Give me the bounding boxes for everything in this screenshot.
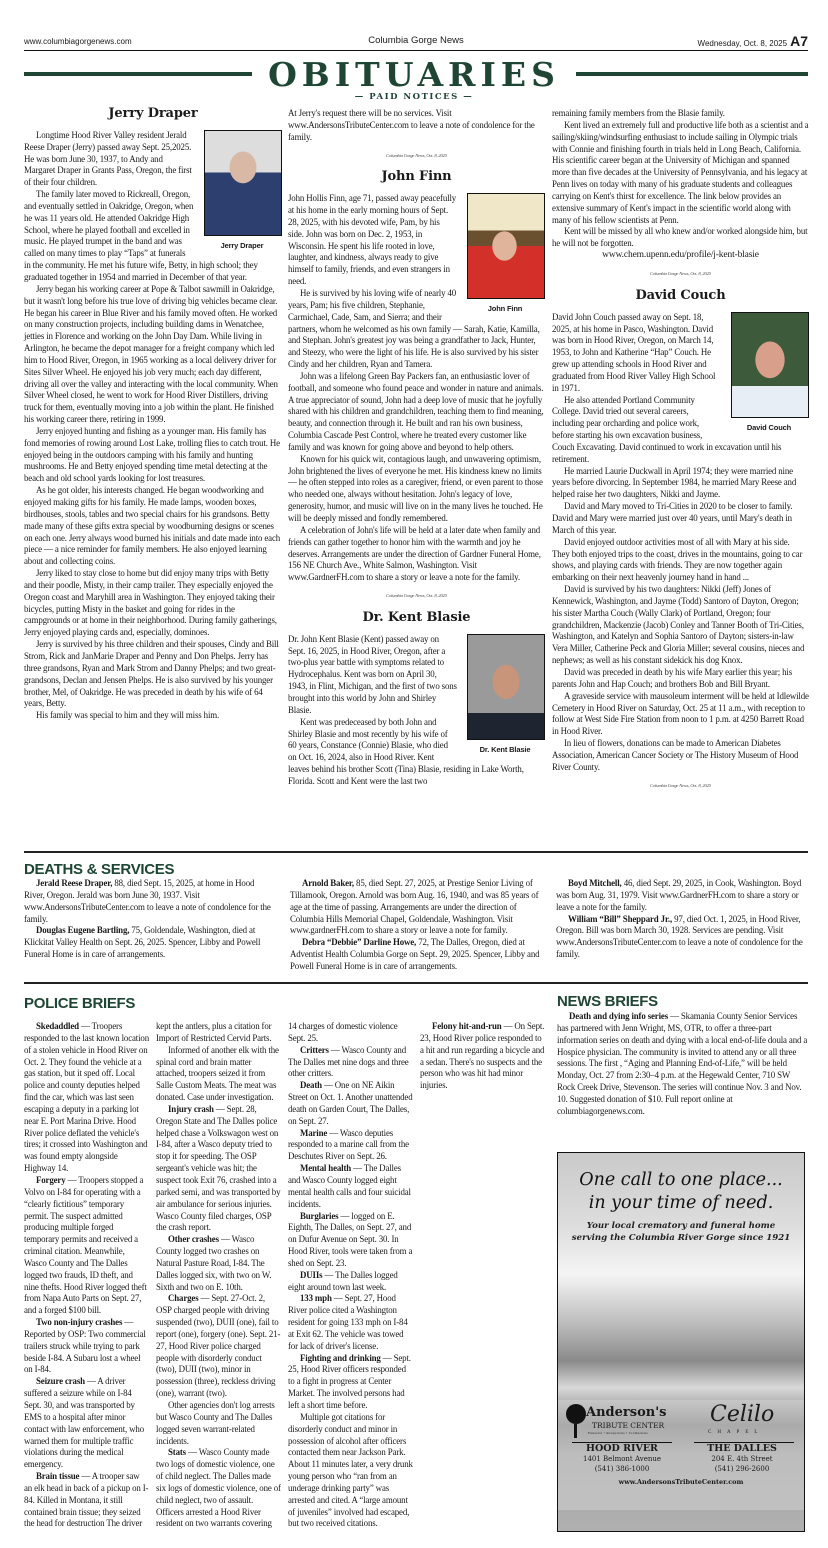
paragraph-group (288, 108, 545, 144)
brief-lead: Boyd Mitchell, (568, 878, 622, 888)
brief-item (24, 1021, 149, 1175)
brief-text: Other agencies don't log arrests but Wasco County and The Dalles logged seven warrant-related incidents. (156, 1400, 275, 1446)
page-header (24, 33, 808, 51)
obit-credit: Columbia Gorge News, Oct. 8, 2025 (386, 593, 447, 599)
paragraph: John was a lifelong Green Bay Packers fan, an enthusiastic lover of football, and someone who found peace and wonder in nature and animals. A true appreciator of sound, John had a deep love of music that he joyfully shared with his children and grandchildren, teaching them to find meaning, beauty, and connection through it. He built and ran his own business, Columbia Cascade Pest Control, where he treated every customer like family and was known for going above and beyond to help others. (288, 370, 544, 452)
paragraph: Longtime Hood River Valley resident Jerald Reese Draper (Jerry) passed away Sept. 25,2025. He was born June 30, 1937, to Andy and Margaret Draper in Grants Pass, Oregon, the first of their four children. (24, 129, 192, 188)
publication-name: Columbia Gorge News (368, 35, 464, 46)
location-phone[interactable]: (541) 386-1000 (594, 1465, 650, 1473)
obit-photo (465, 634, 545, 756)
brief-item (288, 1412, 413, 1530)
brief-text: — Sept. 28, Oregon State and The Dalles police helped chase a Volkswagon west on I-84, after a Wasco deputy tried to stop it for speeding. The OSP sergeant's vehicle was hit; the suspect took Exit 76, crashed into a parked semi, and was transported by air ambulance for serious injuries. Wasco County filed charges, OSP the crash report. (156, 1103, 281, 1233)
brief-item (156, 1400, 281, 1447)
brief-text: — The Dalles and Wasco County logged eight mental health calls and four suicidal incidents. (288, 1163, 411, 1209)
police-heading: POLICE BRIEFS (24, 995, 136, 1012)
brief-lead: Death and dying info series (569, 1011, 669, 1021)
location-the-dalles (684, 1444, 800, 1474)
brief-text: Multiple got citations for disorderly conduct and minor in possession of alcohol after officers contacted them near Jackson Park. About 11 minutes later, a very drunk young person who “ran from an underage drinking party” was arrested and cited. A “large amount of juveniles” involved had escaped, but two received citations. (288, 1411, 413, 1529)
paragraph: In lieu of flowers, donations can be made to American Diabetes Association, American Cancer Society or The History Museum of Hood River County. (552, 738, 799, 772)
tree-icon (566, 1404, 586, 1438)
brief-item (24, 1317, 149, 1376)
brief-text: — Troopers responded to the last known location of a stolen vehicle in Hood River on Oct. 2. They found the vehicle at a gas station, but it sped off. Local police and county deputies helped find the car, which was last seen escaping a deputy in a parking lot near E. Port Marina Drive. Hood River police deflated the vehicle's tires; it crossed into Washington and was found empty alongside Highway 14. (24, 1021, 149, 1174)
paragraph: David was preceded in death by his wife Mary earlier this year; his parents John and Hap Couch; and brothers Bob and Bill Bryant. (552, 666, 793, 689)
anderson-logo-sub: TRIBUTE CENTER (592, 1421, 665, 1430)
anderson-tagline: Funerals • Receptions • Cremations (588, 1431, 648, 1435)
location-city: THE DALLES (707, 1443, 777, 1454)
brief-text: — Sept. 27, Hood River police cited a Washington resident for going 133 mph on I-84 at Exit 62. The vehicle was towed for lack of driver's license. (288, 1293, 408, 1351)
ad-headline: One call to one place... (579, 1170, 783, 1190)
brief-lead: Brain tissue (36, 1471, 80, 1482)
brief-item (24, 1376, 149, 1471)
brief-lead: Jerald Reese Draper, (36, 878, 113, 888)
brief-item (290, 878, 542, 937)
news-briefs-list (557, 1011, 808, 1136)
brief-item (288, 1293, 413, 1352)
brief-item (24, 878, 276, 925)
brief-item (24, 1175, 149, 1317)
date-text: Wednesday, Oct. 8, 2025 (697, 39, 788, 48)
location-address: 204 E. 4th Street (711, 1455, 773, 1463)
section-title: OBITUARIES (268, 55, 560, 94)
brief-lead: Marine (300, 1127, 328, 1138)
celilo-logo-sub: CHAPEL (708, 1430, 764, 1435)
brief-lead: DUIIs (300, 1269, 323, 1280)
portrait-image (204, 130, 282, 236)
brief-lead: Burglaries (300, 1210, 339, 1221)
obit-column-1 (24, 108, 282, 722)
paragraph: The family later moved to Rickreall, Oregon, and eventually settled in Oakridge, Oregon, when he was 11 years old. He attended Oakridge High School, where he played football and excelled in music. He played trumpet in the band and was called on many times to play “Taps” at funerals in the community. He met his future wife, Betty, in high school; they graduated together in 1954 and married in December of that year. (24, 189, 258, 282)
brief-lead: Two non-injury crashes (36, 1317, 123, 1328)
brief-text: — Wasco County and The Dalles met nine dogs and three other critters. (288, 1044, 409, 1079)
deaths-heading: DEATHS & SERVICES (24, 861, 175, 878)
brief-text: — A driver suffered a seizure while on I-84 Sept. 30, and was transported by EMS to a hospital after minor contact with law enforcement, who warned them for multiple traffic violations during the medical emergency. (24, 1376, 144, 1470)
brief-lead: William “Bill” Sheppard Jr., (568, 913, 673, 924)
brief-item (156, 1104, 281, 1234)
profile-link[interactable]: www.chem.upenn.edu/profile/j-kent-blasie (602, 250, 759, 261)
obit-name: Dr. Kent Blasie (362, 609, 471, 625)
obit-name: Jerry Draper (108, 106, 198, 121)
brief-text: 75, Goldendale, Washington, died at Klickitat Valley Health on Sept. 26, 2025. Spencer, Libby and Powell Funeral Home is in care of arrangements. (24, 925, 261, 960)
news-heading: NEWS BRIEFS (557, 993, 658, 1010)
brief-lead: Debra “Debbie” Darline Howe, (302, 937, 417, 948)
brief-text: 46, died Sept. 29, 2025, in Cook, Washington. Boyd was born Aug. 31, 1979. Visit www.GardnerFH.com to share a story or leave a note for the family. (556, 878, 802, 912)
brief-item (156, 1234, 281, 1293)
brief-text: 97, died Oct. 1, 2025, in Hood River, Oregon. Bill was born March 30, 1928. Services are pending. Visit www.AndersonsTributeCenter.com to leave a note of condolence for the family. (556, 913, 803, 960)
brief-item (557, 1011, 808, 1118)
ad-logo-band (558, 1400, 804, 1510)
paragraph: He is survived by his loving wife of nearly 40 years, Pam; his five children, Stephanie, Carmichael, Cade, Sam, and Sierra; and their partners, whom he welcomed as his own family — Sarah, Katie, Kamilla, and Stephan. John's greatest joy was being a grandfather to Jack, Hunter, and Steezy, who were the light of his life. He is also survived by his sister Cindy and her children, Ryan and Tamera. (288, 287, 540, 370)
brief-text: Informed of another elk with the spinal cord and brain matter attached, troopers seized it from Salle Custom Meats. The meat was donated. Case under investigation. (156, 1044, 279, 1103)
issue-date (698, 33, 808, 49)
brief-text: — A trooper saw an elk head in back of a pickup on I-84. Killed in Montana, it still contained brain tissue; they seized the head for destruction The driver kept the antlers, plus a citation for Import of Restricted Cervid Parts. (24, 1021, 272, 1529)
obit-credit: Columbia Gorge News, Oct. 8, 2025 (650, 270, 711, 276)
brief-lead: Arnold Baker, (302, 878, 354, 888)
brief-lead: Felony hit-and-run (432, 1021, 502, 1031)
portrait-image (467, 193, 545, 299)
brief-item (288, 1211, 413, 1270)
obit-photo (729, 312, 809, 434)
divider (24, 982, 808, 984)
paragraph: Dr. John Kent Blasie (Kent) passed away on Sept. 16, 2025, in Hood River, Oregon, after a two-plus year battle with symptoms related to Hydrocephalus. Kent was born on April 30, 1943, in Flint, Michigan, and the first of two sons brought into this world by John and Shirley Blasie. (288, 633, 457, 715)
paragraph: John Hollis Finn, age 71, passed away peacefully at his home in the early morning hours of Sept. 28, 2025, with his devoted wife, Pam, by his side. John was born on Dec. 2, 1953, in Wisconsin. He spent his life rooted in love, laughter, and kindness, always ready to give himself to family, friends, and even strangers in need. (288, 193, 457, 287)
brief-text: 72, The Dalles, Oregon, died at Adventist Health Columbia Gorge on Sept. 29, 2025. Spencer, Libby and Powell Funeral Home is in care of arrangements. (290, 937, 540, 971)
paragraph: A celebration of John's life will be held at a later date when family and friends can gather together to honor him with the warmth and joy he deserves. Arrangements are under the direction of Gardner Funeral Home, 156 NE Church Ave., White Salmon, Washington. Visit www.GardnerFH.com to share a story or leave a note for the family. (288, 524, 541, 583)
photo-caption: David Couch (746, 422, 792, 432)
brief-lead: Douglas Eugene Bartling, (36, 925, 130, 936)
brief-lead: Death (300, 1080, 322, 1091)
paragraph: remaining family members from the Blasie family. (552, 108, 725, 118)
brief-text: — Wasco deputies responded to a marine call from the Deschutes River on Sept. 26. (288, 1127, 409, 1162)
ad-headline: in your time of need. (588, 1193, 774, 1213)
portrait-image (467, 634, 545, 740)
brief-text: — Skamania County Senior Services has partnered with Jenn Wright, MS, OTR, to offer a three-part information series on death and dying with a local end-of-life doula and a Hospice physician. The community is invited to attend any or all three sessions. The first , “Aging and Planning End-of-Life,” will be held Monday, Oct. 27 from 2:30–4 p.m. at the Hegewald Center, 710 SW Rock Creek Drive, Stevenson. The series will continue Nov. 3 and Nov. 10. Suggested donation of $10. Full report online at columbiagorgenews.com. (557, 1011, 808, 1116)
brief-item (288, 1045, 413, 1081)
police-briefs-list (24, 1021, 545, 1543)
brief-lead: Skedaddled (36, 1021, 79, 1031)
brief-lead: 133 mph (300, 1293, 332, 1304)
brief-text: 88, died Sept. 15, 2025, at home in Hood River, Oregon. Jerald was born June 30, 1937. Visit www.AndersonsTributeCenter.com to leave a note of condolence for the family. (24, 878, 271, 924)
brief-lead: Seizure crash (36, 1376, 85, 1387)
brief-text: — Wasco County made two logs of domestic violence, one of child neglect. The Dalles made six logs of domestic violence, one of child neglect, two of assault. Officers arrested a Hood River resident on two warrants covering 14 charges of domestic violence Sept. 25. (156, 1021, 398, 1529)
paragraph: Kent lived an extremely full and productive life both as a scientist and a sailing/skiing/windsurfing enthusiast to include sailing in Olympic trials with Connie and finishing fourth in trials held in Long Beach, California. His scientific career began at the University of Michigan and spanned more than five decades at the University of Pennsylvania, and his legacy at Penn lives on today with many of his graduate students and colleagues carrying on Kent's thirst for excellence. The link below provides an extensive summary of Kent's impact in the scientific world along with many of his fellow scientists at Penn. (552, 119, 809, 225)
brief-text: — Reported by OSP: Two commercial trailers struck while trying to park beside I-84. A Subaru lost a wheel on I-84. (24, 1317, 146, 1375)
paragraph: Jerry enjoyed hunting and fishing as a younger man. His family has fond memories of rowing around Lost Lake, trolling flies to catch trout. He enjoyed being in the outdoors camping with his family and hunting mushrooms. He and Betty enjoyed spending time metal detecting at the beach and old school yards looking for lost treasures. (24, 425, 280, 484)
obit-credit: Columbia Gorge News, Oct. 8, 2025 (386, 152, 447, 158)
paragraph: As he got older, his interests changed. He began woodworking and enjoyed making gifts for his family. He made lamps, wooden boxes, birdhouses, stools, tables and two special chairs for his grandsons. Betty made many of these gifts extra special by woodburning designs or scenes on each one. Jerry always wood burned his initials and date made into each piece — a nice reminder for family members. He also enjoyed learning about and collecting coins. (24, 485, 281, 567)
brief-item (288, 1270, 413, 1294)
paragraph: David and Mary moved to Tri-Cities in 2020 to be closer to family. David and Mary were married just over 40 years, until Mary's death in March of this year. (552, 501, 793, 535)
paragraph: David enjoyed outdoor activities most of all with Mary at his side. They both enjoyed trips to the coast, drives in the mountains, going to car shows, and playing cards with friends. They are now together again embarking on their next heavenly journey hand in hand ... (552, 536, 803, 583)
site-url[interactable]: www.columbiagorgenews.com (24, 37, 132, 46)
paragraph: His family was special to him and they will miss him. (36, 710, 220, 721)
paragraph-group (552, 108, 809, 250)
funeral-home-ad[interactable] (557, 1152, 805, 1532)
ad-website[interactable]: www.AndersonsTributeCenter.com (618, 1478, 744, 1486)
paragraph: Known for his quick wit, contagious laugh, and unwavering optimism, John brightened the lives of everyone he met. His kindness knew no limits — he often stepped into roles as a caregiver, friend, or even parent to those who needed one, always without hesitation. John's legacy of love, generosity, humor, and music will live on in the many lives he touched. He will be deeply missed and fondly remembered. (288, 453, 543, 523)
portrait-image (731, 312, 809, 418)
brief-text: — One on NE Aikin Street on Oct. 1. Another unattended death on Garden Court, The Dalles, on Sept. 27. (288, 1080, 413, 1126)
paragraph: David John Couch passed away on Sept. 18, 2025, at his home in Pasco, Washington. David was born in Hood River, Oregon, on March 14, 1953, to John and Katherine “Hap” Couch. He grew up attending schools in Hood River and graduated from Hood River Valley High School in 1971. (552, 311, 716, 393)
paragraph: A graveside service with mausoleum interment will be held at Idlewilde Cemetery in Hood River on Saturday, Oct. 25 at 11 a.m., with reception to follow at West Side Fire Station from noon to 1 p.m. at 4250 Barrett Road in Hood River. (552, 690, 809, 737)
brief-text: — On Sept. 23, Hood River police responded to a hit and run regarding a bicycle and a sedan. There's no suspects and the person who was hit had minor injuries. (420, 1021, 545, 1091)
brief-item (290, 937, 542, 973)
location-phone[interactable]: (541) 296-2600 (714, 1465, 770, 1473)
paragraph: He married Laurie Duckwall in April 1974; they were married nine years before divorcing. In September 1984, he married Mary Reese and helped raise her two daughters, Nikki and Jayme. (552, 465, 797, 500)
obit-name: David Couch (635, 287, 726, 303)
paragraph: Jerry is survived by his three children and their spouses, Cindy and Bill Strom, Rick and JanMarie Draper and Penny and Don Phelps. Jerry has three grandsons, Ryan and Mark Strom and Danny Phelps; and two great-grandsons, Declan and Jensen Phelps. He is also survived by his younger brother, Mel, of Oakridge. He was preceded in death by his wife of 64 years, Betty. (24, 639, 279, 709)
brief-text: — Sept. 27-Oct. 2, OSP charged people with driving suspended (two), DUII (one), fail to report (one), forgery (one). Sept. 21-27, Hood River police charged people with disorderly conduct (two), DUII (two), minor in possession (three), reckless driving (one), warrant (two). (156, 1293, 281, 1399)
paragraph: Jerry began his working career at Pope & Talbot sawmill in Oakridge, but it wasn't long before his true love of driving big vehicles became clear. He began his career in Blue River and his family moved often. He worked on many construction projects, including building dams in Wenatchee, jetties in Florence and working on the John Day Dam. While living in Arlington, he became the depot manager for a freight company which led him to Hood River, Oregon, in 1965 working as a local delivery driver for Sites Silver Wheel. He enjoyed his job very much; each day different, driving all over the valley and interacting with the local community. When Silver Wheel closed, he went to work for Hood River Distillers, driving truck for them, eventually moving into a job within the plant. He finished his working career there, retiring in 1999. (24, 283, 278, 425)
deaths-list (24, 878, 808, 974)
obit-photo (465, 193, 545, 315)
paragraph: Kent will be missed by all who knew and/or worked alongside him, but he will not be forgotten. (552, 226, 808, 249)
paragraph: At Jerry's request there will be no services. Visit www.AndersonsTributeCenter.com to leave a note of condolence for the family. (288, 108, 535, 142)
location-city: HOOD RIVER (586, 1443, 658, 1454)
brief-text: — Sept. 25, Hood River officers responded to a fight in progress at Center Market. The involved persons had left a short time before. (288, 1352, 411, 1410)
section-subtitle: — PAID NOTICES — (354, 92, 474, 102)
brief-lead: Critters (300, 1044, 329, 1055)
divider (24, 851, 808, 853)
photo-caption: Jerry Draper (220, 240, 264, 250)
page-number: A7 (790, 33, 808, 49)
photo-caption: Dr. Kent Blasie (479, 744, 531, 754)
brief-lead: Stats (168, 1447, 186, 1458)
brief-item (24, 925, 276, 961)
brief-text: — The Dalles logged eight around town last week. (288, 1269, 398, 1292)
brief-item (288, 1163, 413, 1210)
brief-lead: Other crashes (168, 1234, 219, 1245)
obit-column-2 (288, 108, 545, 788)
brief-item (420, 1021, 545, 1092)
ad-subhead: serving the Columbia River Gorge since 1921 (571, 1233, 791, 1243)
paragraph: Kent was predeceased by both John and Shirley Blasie and most recently by his wife of 60 years, Constance (Connie) Blasie, who died on Oct. 16, 2024, also in Hood River. Kent leaves behind his brother Scott (Tina) Blasie, residing in Lake Worth, Florida. Scott and Kent were the last two (288, 716, 524, 786)
brief-text: 85, died Sept. 27, 2025, at Prestige Senior Living of Tillamook, Oregon. Arnold was born Aug. 16, 1940, and was 85 years of age at the time of passing. Arrangements are under the direction of Columbia Hills Memorial Chapel, Goldendale, Washington. Visit www.gardnerFH.com to share a story or leave a note for family. (290, 878, 539, 936)
photo-caption: John Finn (487, 304, 523, 314)
brief-lead: Mental health (300, 1163, 352, 1174)
brief-item (156, 1293, 281, 1400)
brief-item (556, 878, 808, 914)
brief-item (156, 1045, 281, 1104)
brief-item (556, 914, 808, 961)
brief-lead: Injury crash (168, 1103, 214, 1114)
brief-lead: Fighting and drinking (300, 1352, 381, 1363)
brief-text: — Wasco County logged two crashes on Natural Pasture Road, I-84. The Dalles logged six, with two on W. Sixth and two on E. 10th. (156, 1234, 272, 1292)
brief-item (288, 1353, 413, 1412)
brief-text: — logged on E. Eighth, The Dalles, on Sept. 27, and on Dufur Avenue on Sept. 30. In Hood River, tools were taken from a shed on Sept. 23. (288, 1210, 413, 1268)
celilo-logo: Celilo (710, 1402, 775, 1427)
obit-photo (202, 130, 282, 252)
obit-name: John Finn (381, 169, 452, 185)
anderson-logo: Anderson's (586, 1405, 667, 1420)
obit-column-3 (552, 108, 809, 801)
paragraph: He also attended Portland Community College. David tried out several careers, including pear orcharding and police work, before starting his own excavation business, Couch Excavating. David continued to work in excavation until his retirement. (552, 394, 782, 464)
location-address: 1401 Belmont Avenue (583, 1455, 661, 1463)
obit-credit: Columbia Gorge News, Oct. 8, 2025 (650, 782, 711, 788)
ad-subhead: Your local crematory and funeral home (586, 1221, 776, 1231)
paragraph: David is survived by his two daughters: Nikki (Jeff) Jones of Kennewick, Washington, and Jayme (Todd) Santoro of Dayton, Oregon; his sister Martha Couch (Wally Clark) of Portland, Oregon; four grandchildren, Mackenzie (Jacob) Conley and Tanner Booth of Tri-Cities, Washington, and Katelyn and Sophia Santoro of Dayton; sisters-in-law Vera Miller, Catherine Peck and Gloria Miller; several cousins, nieces and nephews; as well as his constant sidekick his dog Knox. (552, 584, 805, 666)
brief-item (288, 1128, 413, 1164)
paragraph: Jerry liked to stay close to home but did enjoy many trips with Betty and their poodle, Misty, in their camp trailer. They especially enjoyed the Oregon coast and Maryhill area in Washington. They enjoyed taking their bicycles, putting Misty in the basket and going for rides in the campgrounds or at home in their neighborhood. During family gatherings, Jerry enjoyed playing cards and, especially, dominoes. (24, 568, 277, 638)
brief-item (288, 1080, 413, 1127)
location-hood-river (564, 1444, 680, 1474)
brief-lead: Charges (168, 1293, 199, 1304)
brief-lead: Forgery (36, 1174, 66, 1185)
brief-text: — Troopers stopped a Volvo on I-84 for operating with a “clearly fictitious” temporary permit. The suspect admitted producing multiple forged temporary permits and received a criminal citation. Meanwhile, Wasco County and The Dalles logged two frauds, ID theft, and nine thefts. Hood River logged theft from Napa Auto Parts on Sept. 27, and a forged $100 bill. (24, 1174, 147, 1316)
